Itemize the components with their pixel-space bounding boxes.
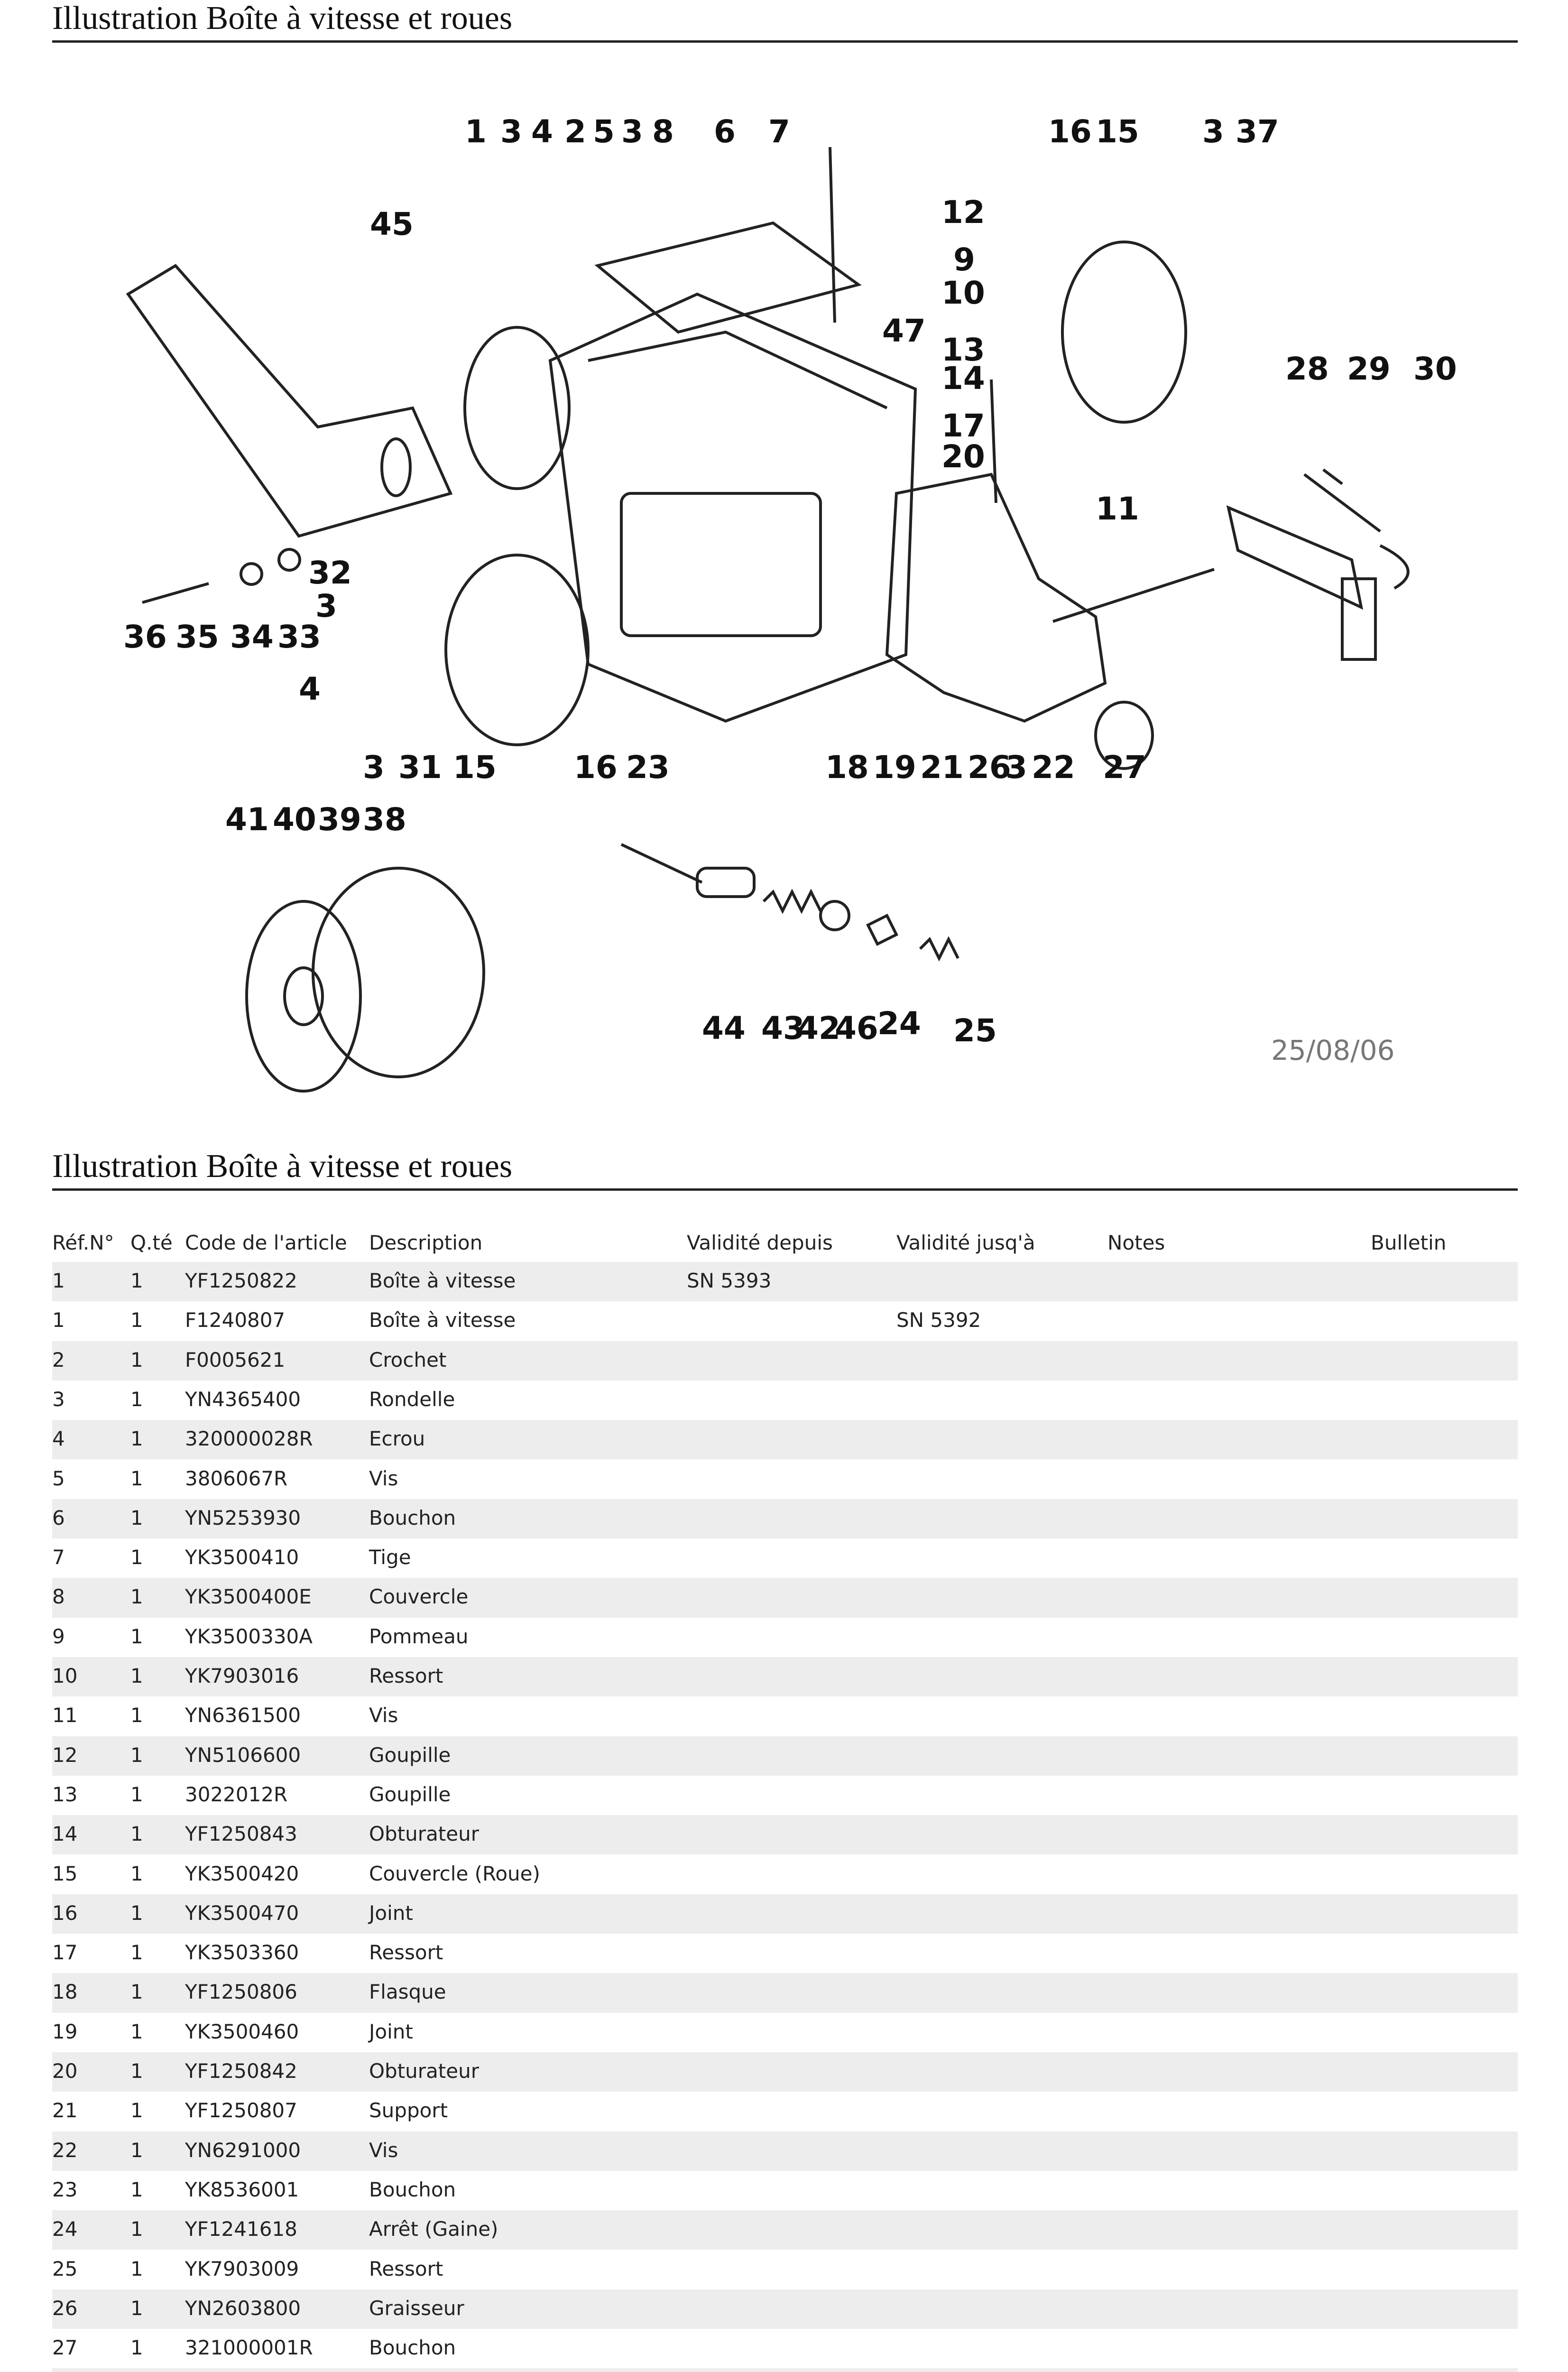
left-flange-shape — [465, 327, 569, 489]
table-row — [52, 1657, 1518, 1696]
description-cell: Goupille — [369, 1782, 451, 1806]
qty-cell: 1 — [130, 1822, 143, 1846]
svg-text:18: 18 — [825, 749, 869, 786]
svg-text:3: 3 — [1005, 749, 1027, 786]
qty-cell: 1 — [130, 2099, 143, 2122]
svg-text:5: 5 — [593, 113, 615, 150]
qty-cell: 1 — [130, 2020, 143, 2043]
svg-text:15: 15 — [453, 749, 497, 786]
description-cell — [369, 2368, 493, 2372]
qty-cell: 1 — [130, 1387, 143, 1411]
col-code: Code de l'article — [185, 1231, 347, 1254]
code-cell: YF1250842 — [185, 2059, 297, 2083]
col-ref: Réf.N° — [52, 1231, 114, 1254]
code-cell: YK3503360 — [185, 1941, 299, 1964]
table-row — [52, 1736, 1518, 1776]
description-cell: Obturateur — [369, 2059, 480, 2083]
table-row — [52, 2052, 1518, 2092]
code-cell: YK3500330A — [185, 1624, 313, 1648]
svg-text:6: 6 — [714, 113, 736, 150]
col-valid-to: Validité jusq'à — [896, 1231, 1035, 1254]
col-valid-from: Validité depuis — [687, 1231, 833, 1254]
ref-cell: 1 — [52, 1308, 65, 1332]
svg-text:29: 29 — [1347, 351, 1391, 387]
svg-text:34: 34 — [230, 619, 274, 655]
code-cell: YF1250807 — [185, 2099, 297, 2122]
ref-cell: 10 — [52, 1664, 78, 1687]
table-row — [52, 1262, 1518, 1301]
svg-text:40: 40 — [273, 801, 316, 838]
diagram-drawing — [52, 66, 1518, 1139]
ref-cell: 19 — [52, 2020, 78, 2043]
code-cell: F0005621 — [185, 1348, 286, 1371]
ref-cell: 18 — [52, 1980, 78, 2004]
table-row — [52, 2250, 1518, 2289]
table-row — [52, 1855, 1518, 1894]
wheel-tire-shape — [313, 868, 484, 1077]
table-row — [52, 2092, 1518, 2131]
svg-text:28: 28 — [1285, 351, 1329, 387]
right-support-shape — [887, 474, 1105, 721]
ref-cell: 3 — [52, 1387, 65, 1411]
ref-cell: 7 — [52, 1546, 65, 1569]
svg-text:33: 33 — [277, 619, 321, 655]
ref-cell: 21 — [52, 2099, 78, 2122]
svg-text:4: 4 — [531, 113, 553, 150]
ref-cell: 6 — [52, 1506, 65, 1529]
col-bulletin: Bulletin — [1371, 1231, 1447, 1254]
svg-text:3: 3 — [1202, 113, 1224, 150]
qty-cell: 1 — [130, 2217, 143, 2241]
code-cell: YK3500420 — [185, 1862, 299, 1885]
svg-text:3: 3 — [363, 749, 385, 786]
table-row — [52, 2289, 1518, 2329]
table-row — [52, 2131, 1518, 2171]
svg-text:16: 16 — [574, 749, 618, 786]
ref-cell: 23 — [52, 2177, 78, 2201]
code-cell: YN6361500 — [185, 1704, 301, 1727]
description-cell: Ressort — [369, 1664, 443, 1687]
svg-text:16: 16 — [1048, 113, 1092, 150]
svg-text:1: 1 — [465, 113, 487, 150]
svg-text:32: 32 — [308, 555, 352, 591]
svg-text:19: 19 — [873, 749, 916, 786]
description-cell: Pommeau — [369, 1624, 469, 1648]
ref-cell: 2 — [52, 1348, 65, 1371]
ref-cell: 27 — [52, 2336, 78, 2360]
svg-text:2: 2 — [564, 113, 586, 150]
section-title-table-1: Illustration Boîte à vitesse et roues — [52, 1148, 1518, 1191]
ref-cell: 1 — [52, 1269, 65, 1292]
description-cell: Support — [369, 2099, 448, 2122]
svg-text:39: 39 — [318, 801, 361, 838]
table-row — [52, 1578, 1518, 1617]
table-row — [52, 1815, 1518, 1854]
ref-cell: 22 — [52, 2138, 78, 2162]
table-row — [52, 2171, 1518, 2210]
svg-text:20: 20 — [941, 438, 985, 475]
qty-cell: 1 — [130, 1269, 143, 1292]
svg-text:24: 24 — [877, 1005, 921, 1042]
table-row — [52, 1499, 1518, 1538]
qty-cell: 1 — [130, 1427, 143, 1451]
svg-text:11: 11 — [1096, 491, 1139, 527]
description-cell: Bouchon — [369, 1506, 456, 1529]
code-cell: 320000028R — [185, 1427, 313, 1451]
valid-to-cell: SN 5392 — [896, 1308, 981, 1332]
ref-cell: 24 — [52, 2217, 78, 2241]
qty-cell: 1 — [130, 1664, 143, 1687]
svg-text:14: 14 — [941, 360, 985, 397]
table-row — [52, 2013, 1518, 2052]
drawing-date: 25/08/06 — [1271, 1034, 1395, 1066]
qty-cell: 1 — [130, 2138, 143, 2162]
code-cell: YF1250843 — [185, 1822, 297, 1846]
code-cell: YK3500460 — [185, 2020, 299, 2043]
code-cell: YK7903016 — [185, 1664, 299, 1687]
description-cell: Vis — [369, 1704, 398, 1727]
col-qty: Q.té — [130, 1231, 173, 1254]
code-cell: YN5253930 — [185, 1506, 301, 1529]
svg-text:9: 9 — [953, 241, 975, 278]
svg-text:47: 47 — [882, 313, 926, 349]
svg-text:3: 3 — [621, 113, 643, 150]
svg-text:15: 15 — [1096, 113, 1139, 150]
code-cell: YK3500400E — [185, 1585, 312, 1609]
qty-cell: 1 — [130, 1624, 143, 1648]
qty-cell: 1 — [130, 1466, 143, 1490]
svg-text:43: 43 — [761, 1010, 805, 1047]
description-cell: Couvercle — [369, 1585, 469, 1609]
qty-cell: 1 — [130, 1348, 143, 1371]
code-cell: YF1250806 — [185, 1980, 297, 2004]
qty-cell: 1 — [130, 1743, 143, 1767]
qty-cell: 1 — [130, 1546, 143, 1569]
table-row — [52, 1538, 1518, 1578]
table-row — [52, 1776, 1518, 1815]
svg-text:37: 37 — [1236, 113, 1279, 150]
table-row — [52, 2329, 1518, 2368]
table-row — [52, 1460, 1518, 1499]
qty-cell: 1 — [130, 1941, 143, 1964]
description-cell: Obturateur — [369, 1822, 480, 1846]
svg-text:36: 36 — [123, 619, 167, 655]
code-cell: YK3500470 — [185, 1901, 299, 1925]
svg-text:4: 4 — [299, 671, 321, 707]
ref-cell: 25 — [52, 2257, 78, 2280]
description-cell: Joint — [369, 1901, 413, 1925]
description-cell: Boîte à vitesse — [369, 1269, 516, 1292]
svg-text:31: 31 — [398, 749, 442, 786]
code-cell: YN2603800 — [185, 2296, 301, 2320]
qty-cell: 1 — [130, 2177, 143, 2201]
table-row — [52, 1934, 1518, 1973]
ref-cell — [52, 2368, 77, 2372]
svg-text:27: 27 — [1103, 749, 1146, 786]
svg-text:13: 13 — [941, 332, 985, 368]
qty-cell: 1 — [130, 1980, 143, 2004]
table-row — [52, 1894, 1518, 1934]
table-row — [52, 1973, 1518, 2012]
code-cell: YF1241618 — [185, 2217, 297, 2241]
svg-text:3: 3 — [315, 588, 337, 624]
code-cell: YN5106600 — [185, 1743, 301, 1767]
ref-cell: 17 — [52, 1941, 78, 1964]
svg-text:38: 38 — [363, 801, 406, 838]
description-cell: Ressort — [369, 1941, 443, 1964]
guard-plate-shape — [128, 266, 451, 536]
qty-cell: 1 — [130, 1901, 143, 1925]
table-row — [52, 1341, 1518, 1381]
table-row — [52, 1301, 1518, 1341]
description-cell: Crochet — [369, 1348, 447, 1371]
qty-cell: 1 — [130, 2059, 143, 2083]
qty-cell — [130, 2368, 143, 2372]
description-cell: Bouchon — [369, 2177, 456, 2201]
code-cell: 321000001R — [185, 2336, 313, 2360]
table-row — [52, 1618, 1518, 1657]
svg-text:44: 44 — [702, 1010, 746, 1047]
code-cell: 3806067R — [185, 1466, 288, 1490]
table-header-1 — [52, 1224, 1518, 1262]
ref-cell: 8 — [52, 1585, 65, 1609]
wheel-rim-shape — [247, 901, 360, 1091]
description-cell: Flasque — [369, 1980, 446, 2004]
svg-text:45: 45 — [370, 206, 414, 242]
qty-cell: 1 — [130, 1782, 143, 1806]
table-row — [52, 1381, 1518, 1420]
ref-cell: 5 — [52, 1466, 65, 1490]
svg-text:21: 21 — [920, 749, 964, 786]
svg-text:12: 12 — [941, 194, 985, 231]
svg-text:10: 10 — [941, 275, 985, 311]
svg-text:26: 26 — [968, 749, 1011, 786]
qty-cell: 1 — [130, 2336, 143, 2360]
ref-cell: 26 — [52, 2296, 78, 2320]
ref-cell: 9 — [52, 1624, 65, 1648]
ref-cell: 13 — [52, 1782, 78, 1806]
table-row — [52, 2368, 1518, 2372]
table-row — [52, 2210, 1518, 2250]
description-cell: Vis — [369, 2138, 398, 2162]
qty-cell: 1 — [130, 1704, 143, 1727]
description-cell: Rondelle — [369, 1387, 455, 1411]
description-cell: Bouchon — [369, 2336, 456, 2360]
description-cell: Tige — [369, 1546, 411, 1569]
ref-cell: 4 — [52, 1427, 65, 1451]
code-cell: YN4365400 — [185, 1387, 301, 1411]
description-cell: Ressort — [369, 2257, 443, 2280]
code-cell: F1240807 — [185, 1308, 286, 1332]
ref-cell: 15 — [52, 1862, 78, 1885]
description-cell: Goupille — [369, 1743, 451, 1767]
svg-text:30: 30 — [1413, 351, 1457, 387]
svg-text:41: 41 — [225, 801, 269, 838]
qty-cell: 1 — [130, 1585, 143, 1609]
svg-text:17: 17 — [941, 408, 985, 444]
qty-cell: 1 — [130, 1308, 143, 1332]
ref-cell: 12 — [52, 1743, 78, 1767]
description-cell: Joint — [369, 2020, 413, 2043]
code-cell: YK8536001 — [185, 2177, 299, 2201]
ref-cell: 20 — [52, 2059, 78, 2083]
qty-cell: 1 — [130, 1506, 143, 1529]
ref-cell: 11 — [52, 1704, 78, 1727]
code-cell: YF1250822 — [185, 1269, 297, 1292]
ref-cell: 14 — [52, 1822, 78, 1846]
code-cell — [185, 2368, 285, 2372]
valid-from-cell: SN 5393 — [687, 1269, 772, 1292]
svg-text:46: 46 — [835, 1010, 878, 1047]
qty-cell: 1 — [130, 2257, 143, 2280]
svg-text:8: 8 — [652, 113, 674, 150]
ref-cell: 16 — [52, 1901, 78, 1925]
exploded-parts-diagram — [52, 66, 1518, 1139]
description-cell: Ecrou — [369, 1427, 425, 1451]
svg-text:42: 42 — [797, 1010, 840, 1047]
svg-text:7: 7 — [768, 113, 790, 150]
description-cell: Vis — [369, 1466, 398, 1490]
top-cover-shape — [598, 223, 858, 332]
description-cell: Couvercle (Roue) — [369, 1862, 540, 1885]
code-cell: YN6291000 — [185, 2138, 301, 2162]
svg-text:35: 35 — [175, 619, 219, 655]
svg-text:3: 3 — [500, 113, 522, 150]
code-cell: YK3500410 — [185, 1546, 299, 1569]
table-row — [52, 1696, 1518, 1736]
qty-cell: 1 — [130, 2296, 143, 2320]
description-cell: Boîte à vitesse — [369, 1308, 516, 1332]
section-title-illustration: Illustration Boîte à vitesse et roues — [52, 0, 1518, 43]
svg-text:23: 23 — [626, 749, 670, 786]
description-cell: Graisseur — [369, 2296, 464, 2320]
code-cell: YK7903009 — [185, 2257, 299, 2280]
qty-cell: 1 — [130, 1862, 143, 1885]
col-notes: Notes — [1107, 1231, 1165, 1254]
table-row — [52, 1420, 1518, 1459]
col-description: Description — [369, 1231, 483, 1254]
code-cell: 3022012R — [185, 1782, 288, 1806]
svg-text:22: 22 — [1032, 749, 1075, 786]
description-cell: Arrêt (Gaine) — [369, 2217, 498, 2241]
svg-text:25: 25 — [953, 1012, 997, 1049]
